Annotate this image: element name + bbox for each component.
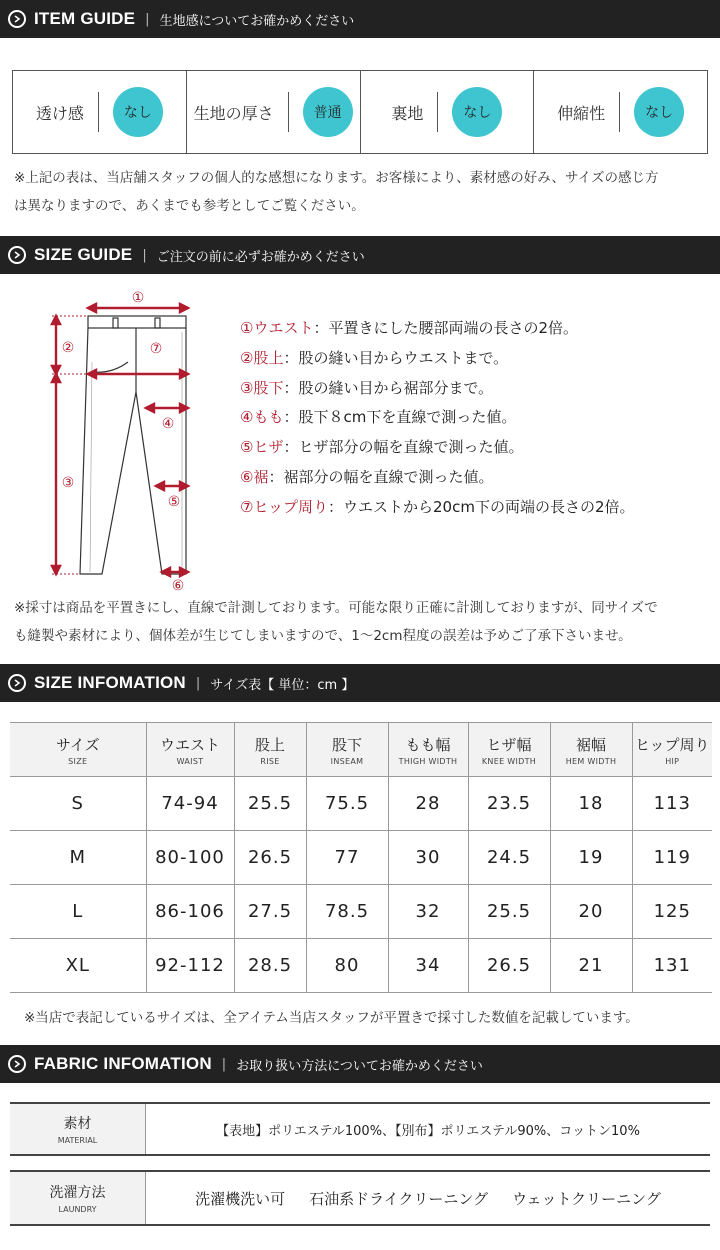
size-guide-note: ※採寸は商品を平置きにし、直線で計測しております。可能な限り正確に計測しておりますが、同サイズで も縫製や素材により、個体差が生じてしまいますので、1〜2cm程度の誤差は予めご了承下さいませ。 <box>14 600 658 644</box>
size-info-header: SIZE INFOMATION | サイズ表【 単位：cm 】 <box>0 664 720 702</box>
chevron-right-icon <box>8 10 26 28</box>
diagram-marker-4: ④ <box>161 416 175 432</box>
size-guide-legend <box>240 314 635 523</box>
table-row: XL 92-112 28.5 80 34 26.5 21 131 <box>10 939 712 993</box>
size-table-header-row <box>10 723 712 777</box>
material-label: 素材 MATERIAL <box>10 1104 146 1154</box>
guide-badge: 普通 <box>303 87 353 137</box>
item-guide-box <box>12 70 708 154</box>
chevron-right-icon <box>8 246 26 264</box>
guide-label: 裏地 <box>391 103 424 123</box>
size-info-title: SIZE INFOMATION <box>34 673 186 692</box>
legend-item: ⑥裾：裾部分の幅を直線で測った値。 <box>240 467 494 486</box>
laundry-label: 洗濯方法 LAUNDRY <box>10 1172 146 1224</box>
pants-illustration <box>80 316 186 574</box>
item-guide-title: ITEM GUIDE <box>34 9 136 28</box>
item-guide-subtitle: 生地感についてお確かめください <box>159 13 355 29</box>
diagram-marker-6: ⑥ <box>171 578 185 592</box>
table-row: M 80-100 26.5 77 30 24.5 19 119 <box>10 831 712 885</box>
size-table <box>10 722 712 993</box>
col-header: 裾幅 HEM WIDTH <box>550 723 632 777</box>
guide-label: 伸縮性 <box>557 103 606 123</box>
legend-item: ①ウエスト：平置きにした腰部両端の長さの2倍。 <box>240 319 579 337</box>
fabric-info-subtitle: お取り扱い方法についてお確かめください <box>236 1058 483 1074</box>
size-info-subtitle: サイズ表【 単位：cm 】 <box>210 677 355 693</box>
diagram-marker-7: ⑦ <box>149 341 163 357</box>
guide-label: 透け感 <box>35 103 84 123</box>
legend-item: ⑤ヒザ：ヒザ部分の幅を直線で測った値。 <box>240 438 524 457</box>
material-value: 【表地】ポリエステル100%、【別布】ポリエステル90%、コットン10% <box>216 1123 640 1139</box>
item-guide-note: ※上記の表は、当店舗スタッフの個人的な感想になります。お客様により、素材感の好み、サイズの感じ方 は異なりますので、あくまでも参考としてご覧ください。 <box>14 170 659 214</box>
guide-cell-thickness <box>186 71 360 153</box>
size-info-note: ※当店で表記しているサイズは、全アイテム当店スタッフが平置きで採寸した数値を記載しています。 <box>24 1010 639 1026</box>
size-guide-header: SIZE GUIDE | ご注文の前に必ずお確かめください <box>0 236 720 274</box>
fabric-info-header: FABRIC INFOMATION | お取り扱い方法についてお確かめください <box>0 1045 720 1083</box>
guide-label: 生地の厚さ <box>193 103 274 123</box>
col-header: 股下 INSEAM <box>306 723 388 777</box>
size-guide-title: SIZE GUIDE <box>34 245 133 264</box>
guide-cell-stretch <box>533 71 707 153</box>
fabric-info-title: FABRIC INFOMATION <box>34 1054 212 1073</box>
legend-item: ③股下：股の縫い目から裾部分まで。 <box>240 378 494 397</box>
guide-cell-transparency <box>13 71 186 153</box>
item-guide-header: ITEM GUIDE | 生地感についてお確かめください <box>0 0 720 38</box>
guide-cell-lining <box>360 71 534 153</box>
guide-badge: なし <box>113 87 163 137</box>
col-header: ヒップ周り HIP <box>632 723 712 777</box>
legend-item: ④もも：股下８cm下を直線で測った値。 <box>240 408 517 427</box>
table-row: S 74-94 25.5 75.5 28 23.5 18 113 <box>10 777 712 831</box>
diagram-marker-3: ③ <box>61 475 75 491</box>
table-row: L 86-106 27.5 78.5 32 25.5 20 125 <box>10 885 712 939</box>
chevron-right-icon <box>8 674 26 692</box>
guide-badge: なし <box>634 87 684 137</box>
guide-badge: なし <box>452 87 502 137</box>
fabric-laundry-row <box>10 1170 710 1226</box>
pants-diagram <box>12 282 212 592</box>
col-header: 股上 RISE <box>234 723 306 777</box>
col-header: サイズ SIZE <box>10 723 146 777</box>
col-header: ヒザ幅 KNEE WIDTH <box>468 723 550 777</box>
col-header: ウエスト WAIST <box>146 723 234 777</box>
fabric-material-row <box>10 1102 710 1156</box>
laundry-value: 洗濯機洗い可 石油系ドライクリーニング ウェットクリーニング <box>195 1189 661 1208</box>
diagram-marker-1: ① <box>131 290 145 306</box>
diagram-marker-5: ⑤ <box>167 494 181 510</box>
diagram-marker-2: ② <box>61 340 75 356</box>
legend-item: ②股上：股の縫い目からウエストまで。 <box>240 348 509 367</box>
chevron-right-icon <box>8 1055 26 1073</box>
col-header: もも幅 THIGH WIDTH <box>388 723 468 777</box>
legend-item: ⑦ヒップ周り：ウエストから20cm下の両端の長さの2倍。 <box>240 497 635 516</box>
size-guide-subtitle: ご注文の前に必ずお確かめください <box>156 249 365 265</box>
